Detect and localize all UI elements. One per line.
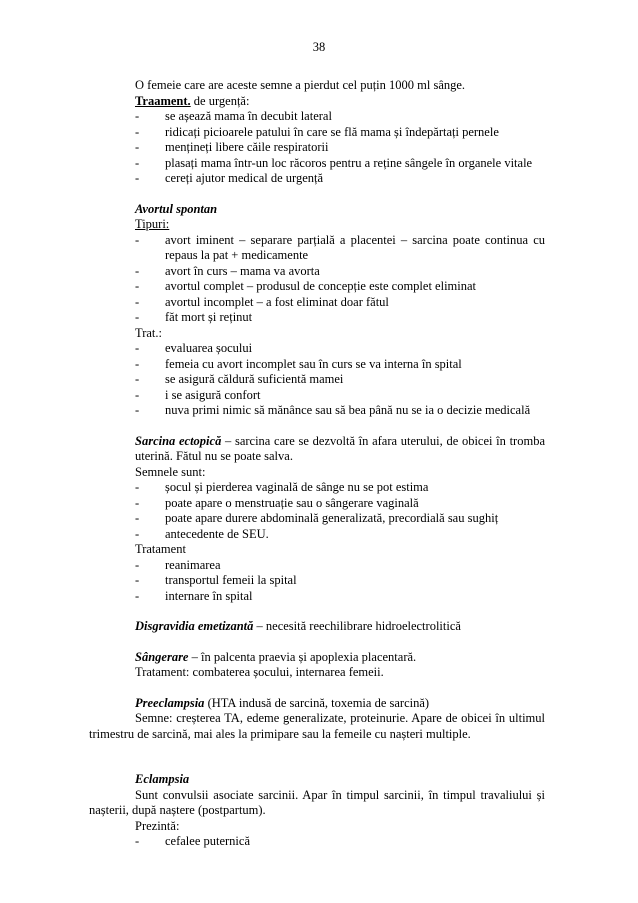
section-preeclampsia [89, 695, 545, 743]
signs-label: Semnele sunt: [135, 464, 206, 479]
hyperemesis-paragraph: Disgravidia emetizantă – necesită reechilibrare hidroelectrolitică [135, 619, 461, 633]
treatment-list [135, 341, 545, 419]
treatment-list [135, 109, 545, 187]
preeclampsia-paragraph: Preeclampsia (HTA indusă de sarcină, toxemia de sarcină) [135, 695, 430, 710]
list-item: - se asigură căldură suficientă mamei [135, 372, 344, 386]
types-label: Tipuri: [135, 217, 170, 231]
signs-list [135, 480, 545, 542]
section-title: Sângerare [135, 649, 189, 664]
section-bleeding [135, 650, 545, 681]
present-label: Prezintă: [135, 818, 180, 833]
section-spontaneous-abortion [135, 202, 545, 419]
list-item: - se așează mama în decubit lateral [135, 109, 332, 123]
list-item: - avortul incomplet – a fost eliminat doar fătul [135, 294, 389, 309]
treatment-heading [135, 94, 545, 110]
list-item: - nuva primi nimic să mănânce sau să bea până nu se ia o decizie medicală [135, 403, 531, 417]
list-item: - avort în curs – mama va avorta [135, 263, 320, 278]
list-item: - făt mort și reținut [135, 310, 253, 324]
list-item: - femeia cu avort incomplet sau în curs se va interna în spital [135, 356, 462, 371]
blood-loss-intro: O femeie care are aceste semne a pierdut cel puțin 1000 ml sânge. [135, 78, 466, 92]
list-item: - plasați mama într-un loc răcoros pentru a reține sângele în organele vitale [135, 155, 533, 170]
section-title: Disgravidia emetizantă [135, 619, 254, 633]
section-title: Avortul spontan [135, 201, 218, 216]
list-item: - șocul și pierderea vaginală de sânge nu se pot estima [135, 480, 429, 494]
treatment-label: Tratament [135, 542, 186, 556]
section-hyperemesis [135, 619, 545, 635]
list-item: - mențineți libere căile respiratorii [135, 140, 329, 154]
section-ectopic-pregnancy [135, 434, 545, 605]
list-item: - internare în spital [135, 588, 253, 603]
section-title: Sarcina ectopică [135, 433, 222, 448]
page-number: 38 [312, 40, 326, 54]
bleeding-treatment: Tratament: combaterea șocului, internarea femeii. [135, 665, 384, 679]
bleeding-paragraph: Sângerare – în palcenta praevia și apoplexia placentară. [135, 649, 417, 664]
list-item: - cefalee puternică [135, 834, 251, 848]
list-item: - poate apare o menstruație sau o sângerare vaginală [135, 495, 419, 510]
preeclampsia-signs: Semne: creșterea TA, edeme generalizate, proteinurie. Apare de obicei în ultimul trimestru de sarcină, mai ales la primipare sau la femeile cu nașteri multiple. [89, 711, 545, 741]
list-item: - ridicați picioarele patului în care se flă mama și îndepărtați pernele [135, 124, 499, 139]
section-title: Eclampsia [135, 772, 190, 786]
treatment-heading-label: Traament. [135, 93, 191, 108]
section-blood-loss [135, 78, 545, 187]
list-item: - evaluarea șocului [135, 341, 253, 355]
list-item: - reanimarea [135, 557, 221, 572]
ectopic-paragraph: Sarcina ectopică – sarcina care se dezvoltă în afara uterului, de obicei în tromba uterină. Fătul nu se poate salva. [135, 433, 545, 463]
list-item: - avortul complet – produsul de concepție este complet eliminat [135, 279, 477, 293]
document-body [89, 78, 545, 865]
list-item: - transportul femeii la spital [135, 573, 297, 587]
section-title: Preeclampsia [135, 695, 205, 710]
list-item: - poate apare durere abdominală generalizată, precordială sau sughiț [135, 511, 499, 525]
treatment-label: Trat.: [135, 325, 162, 340]
eclampsia-paragraph: Sunt convulsii asociate sarcinii. Apar în timpul sarcinii, în timpul travaliului și nașterii, după naștere (postpartum). [89, 787, 545, 817]
list-item: - i se asigură confort [135, 387, 261, 402]
list-item: - antecedente de SEU. [135, 526, 269, 541]
types-list [135, 233, 545, 326]
treatment-heading-rest: de urgență: [190, 93, 250, 108]
treatment-list [135, 558, 545, 605]
list-item: - avort iminent – separare parțială a placentei – sarcina poate continua cu repaus la pat + medicamente [135, 232, 545, 262]
symptoms-list [135, 834, 545, 850]
section-eclampsia [89, 772, 545, 850]
list-item: - cereți ajutor medical de urgență [135, 171, 324, 185]
